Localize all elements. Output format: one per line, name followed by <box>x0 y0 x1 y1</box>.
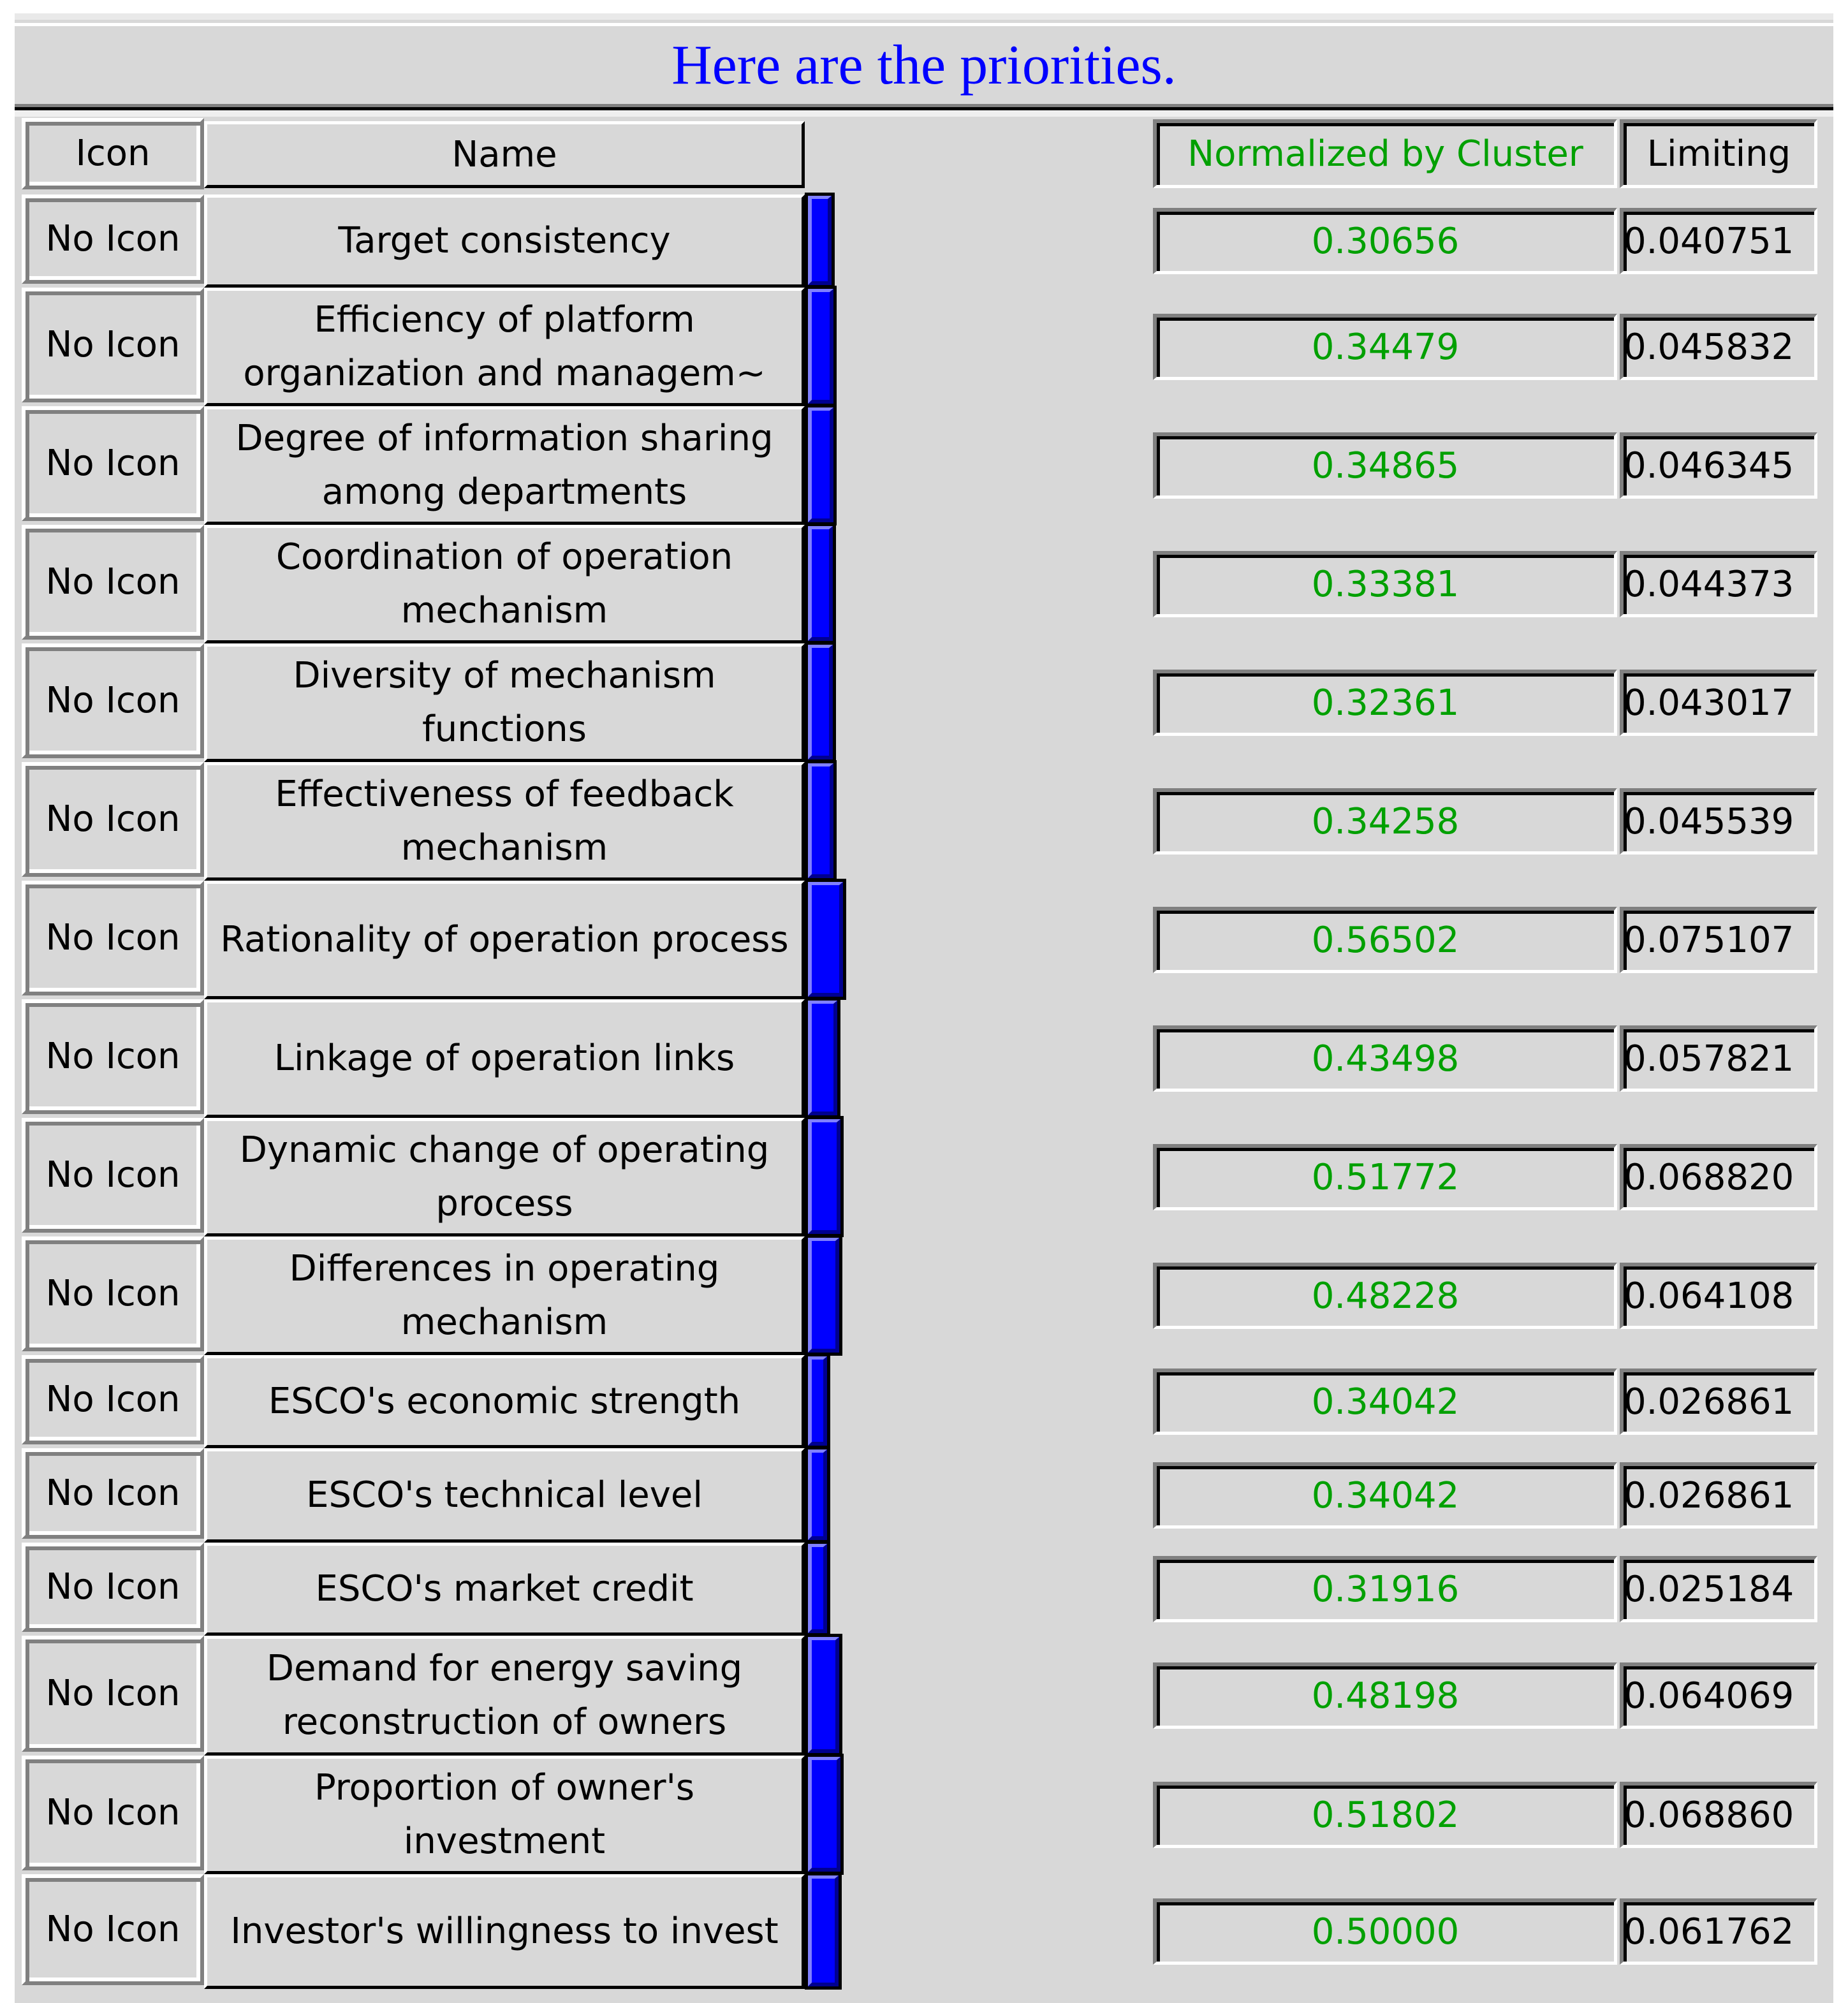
normalized-value-text: 0.51772 <box>1311 1156 1460 1198</box>
limiting-value-text: 0.046345 <box>1624 444 1794 487</box>
row-limiting-value <box>1620 907 1817 973</box>
column-header-icon-label: Icon <box>75 133 150 174</box>
column-header-normalized[interactable] <box>1153 119 1617 188</box>
row-name: Dynamic change of operating process <box>239 1129 770 1224</box>
no-icon-label: No Icon <box>45 561 180 603</box>
row-limiting-value <box>1620 1144 1817 1210</box>
priority-bar <box>808 1757 840 1872</box>
limiting-value-text: 0.040751 <box>1624 220 1794 262</box>
row-normalized-value <box>1153 1025 1617 1092</box>
row-name-cell[interactable] <box>204 1756 805 1874</box>
priority-bar <box>808 289 833 404</box>
column-header-limiting-label: Limiting <box>1646 133 1791 175</box>
row-icon-cell[interactable] <box>22 1355 204 1444</box>
row-normalized-value <box>1153 1898 1617 1965</box>
row-name-cell[interactable] <box>204 1874 805 1989</box>
row-name: Target consistency <box>338 220 671 261</box>
row-icon-cell[interactable] <box>22 1874 204 1985</box>
normalized-value-text: 0.50000 <box>1311 1911 1460 1953</box>
priority-bar <box>808 1449 827 1540</box>
no-icon-label: No Icon <box>45 917 180 958</box>
column-header-name-label: Name <box>451 133 557 175</box>
row-name: Degree of information sharing among departments <box>235 418 774 513</box>
row-icon-cell[interactable] <box>22 194 204 284</box>
no-icon-label: No Icon <box>45 798 180 840</box>
limiting-value-text: 0.068860 <box>1624 1794 1794 1836</box>
row-normalized-value <box>1153 1556 1617 1622</box>
row-name-cell[interactable] <box>204 1355 805 1448</box>
row-normalized-value <box>1153 1782 1617 1848</box>
row-name-cell[interactable] <box>204 1118 805 1236</box>
row-normalized-value <box>1153 670 1617 736</box>
no-icon-label: No Icon <box>45 1566 180 1608</box>
no-icon-label: No Icon <box>45 324 180 365</box>
row-limiting-value <box>1620 1782 1817 1848</box>
row-icon-cell[interactable] <box>22 1543 204 1632</box>
row-icon-cell[interactable] <box>22 406 204 521</box>
row-name: Coordination of operation mechanism <box>275 536 733 631</box>
row-limiting-value <box>1620 208 1817 274</box>
row-icon-cell[interactable] <box>22 1448 204 1539</box>
priority-bar <box>808 526 833 641</box>
row-limiting-value <box>1620 1025 1817 1092</box>
row-name: Rationality of operation process <box>220 919 789 960</box>
limiting-value-text: 0.075107 <box>1624 919 1794 961</box>
no-icon-label: No Icon <box>45 1273 180 1314</box>
row-normalized-value <box>1153 1368 1617 1435</box>
limiting-value-text: 0.064069 <box>1624 1675 1794 1717</box>
row-name-cell[interactable] <box>204 881 805 999</box>
normalized-value-text: 0.48228 <box>1311 1275 1460 1317</box>
normalized-value-text: 0.34042 <box>1311 1381 1460 1423</box>
row-name: Linkage of operation links <box>274 1038 735 1079</box>
limiting-value-text: 0.026861 <box>1624 1381 1794 1423</box>
no-icon-label: No Icon <box>45 1909 180 1950</box>
row-limiting-value <box>1620 314 1817 380</box>
priority-bar <box>808 882 843 997</box>
row-limiting-value <box>1620 1368 1817 1435</box>
row-name: Efficiency of platform organization and managem~ <box>243 299 766 394</box>
limiting-value-text: 0.045539 <box>1624 800 1794 842</box>
row-icon-cell[interactable] <box>22 1756 204 1870</box>
column-header-normalized-label: Normalized by Cluster <box>1187 133 1583 175</box>
row-normalized-value <box>1153 1263 1617 1329</box>
row-limiting-value <box>1620 1556 1817 1622</box>
row-name-cell[interactable] <box>204 1236 805 1355</box>
row-icon-cell[interactable] <box>22 1636 204 1752</box>
row-normalized-value <box>1153 432 1617 499</box>
priority-bar <box>808 1544 827 1633</box>
limiting-value-text: 0.061762 <box>1624 1911 1794 1953</box>
row-name: Differences in operating mechanism <box>289 1248 720 1343</box>
row-limiting-value <box>1620 432 1817 499</box>
normalized-value-text: 0.34042 <box>1311 1474 1460 1516</box>
row-name: ESCO's technical level <box>306 1474 703 1516</box>
priority-bar <box>808 407 833 522</box>
row-icon-cell[interactable] <box>22 643 204 758</box>
priority-bar <box>808 763 833 878</box>
limiting-value-text: 0.068820 <box>1624 1156 1794 1198</box>
priority-bar <box>808 1119 840 1234</box>
row-name: Effectiveness of feedback mechanism <box>275 774 734 869</box>
row-icon-cell[interactable] <box>22 1236 204 1351</box>
priority-bar <box>808 645 833 759</box>
row-normalized-value <box>1153 551 1617 617</box>
row-name-cell[interactable] <box>204 999 805 1118</box>
row-name: Proportion of owner's investment <box>314 1767 695 1862</box>
row-name-cell[interactable] <box>204 525 805 643</box>
no-icon-label: No Icon <box>45 1673 180 1714</box>
title-bar <box>15 26 1833 104</box>
limiting-value-text: 0.057821 <box>1624 1038 1794 1080</box>
no-icon-label: No Icon <box>45 1792 180 1833</box>
row-limiting-value <box>1620 1662 1817 1729</box>
limiting-value-text: 0.026861 <box>1624 1474 1794 1516</box>
row-icon-cell[interactable] <box>22 1118 204 1233</box>
window-top-edge-inner <box>15 20 1833 23</box>
column-header-limiting[interactable] <box>1620 119 1817 188</box>
row-name: ESCO's market credit <box>315 1568 694 1610</box>
row-normalized-value <box>1153 208 1617 274</box>
row-limiting-value <box>1620 1898 1817 1965</box>
normalized-value-text: 0.51802 <box>1311 1794 1460 1836</box>
row-icon-cell[interactable] <box>22 881 204 995</box>
row-name-cell[interactable] <box>204 406 805 525</box>
normalized-value-text: 0.33381 <box>1311 563 1460 605</box>
priority-bar <box>808 1001 837 1115</box>
row-normalized-value <box>1153 1662 1617 1729</box>
normalized-value-text: 0.43498 <box>1311 1038 1460 1080</box>
no-icon-label: No Icon <box>45 443 180 484</box>
row-name-cell[interactable] <box>204 762 805 881</box>
row-name-cell[interactable] <box>204 643 805 762</box>
limiting-value-text: 0.044373 <box>1624 563 1794 605</box>
normalized-value-text: 0.32361 <box>1311 682 1460 724</box>
no-icon-label: No Icon <box>45 1036 180 1077</box>
row-limiting-value <box>1620 788 1817 855</box>
limiting-value-text: 0.043017 <box>1624 682 1794 724</box>
normalized-value-text: 0.56502 <box>1311 919 1460 961</box>
priority-bar <box>808 1356 827 1446</box>
page-title: Here are the priorities. <box>671 34 1177 96</box>
row-normalized-value <box>1153 1144 1617 1210</box>
row-limiting-value <box>1620 1462 1817 1529</box>
normalized-value-text: 0.31916 <box>1311 1568 1460 1610</box>
normalized-value-text: 0.48198 <box>1311 1675 1460 1717</box>
row-name-cell[interactable] <box>204 1543 805 1636</box>
column-header-icon[interactable] <box>22 118 204 189</box>
normalized-value-text: 0.34479 <box>1311 326 1460 368</box>
row-limiting-value <box>1620 670 1817 736</box>
row-name-cell[interactable] <box>204 1448 805 1543</box>
row-normalized-value <box>1153 907 1617 973</box>
row-icon-cell[interactable] <box>22 525 204 640</box>
row-name-cell[interactable] <box>204 288 805 406</box>
priority-bar <box>808 1875 839 1986</box>
normalized-value-text: 0.34258 <box>1311 800 1460 842</box>
row-icon-cell[interactable] <box>22 999 204 1114</box>
row-name-cell[interactable] <box>204 1636 805 1756</box>
normalized-value-text: 0.34865 <box>1311 444 1460 487</box>
no-icon-label: No Icon <box>45 1154 180 1196</box>
priority-bar <box>808 196 832 285</box>
row-name: Investor's willingness to invest <box>230 1911 779 1952</box>
row-name: Diversity of mechanism functions <box>293 655 716 750</box>
panel-top-edge <box>15 110 1833 117</box>
normalized-value-text: 0.30656 <box>1311 220 1460 262</box>
no-icon-label: No Icon <box>45 1379 180 1420</box>
row-name: ESCO's economic strength <box>268 1381 741 1422</box>
limiting-value-text: 0.045832 <box>1624 326 1794 368</box>
row-limiting-value <box>1620 551 1817 617</box>
no-icon-label: No Icon <box>45 680 180 721</box>
row-normalized-value <box>1153 314 1617 380</box>
row-icon-cell[interactable] <box>22 288 204 402</box>
limiting-value-text: 0.025184 <box>1624 1568 1794 1610</box>
column-header-name[interactable] <box>204 121 805 188</box>
row-icon-cell[interactable] <box>22 762 204 877</box>
no-icon-label: No Icon <box>45 218 180 260</box>
no-icon-label: No Icon <box>45 1472 180 1514</box>
limiting-value-text: 0.064108 <box>1624 1275 1794 1317</box>
priority-bar <box>808 1238 839 1353</box>
row-limiting-value <box>1620 1263 1817 1329</box>
row-normalized-value <box>1153 788 1617 855</box>
priority-bar <box>808 1637 839 1753</box>
window-top-edge <box>15 13 1833 20</box>
row-normalized-value <box>1153 1462 1617 1529</box>
row-name-cell[interactable] <box>204 194 805 288</box>
row-name: Demand for energy saving reconstruction of owners <box>266 1648 743 1743</box>
